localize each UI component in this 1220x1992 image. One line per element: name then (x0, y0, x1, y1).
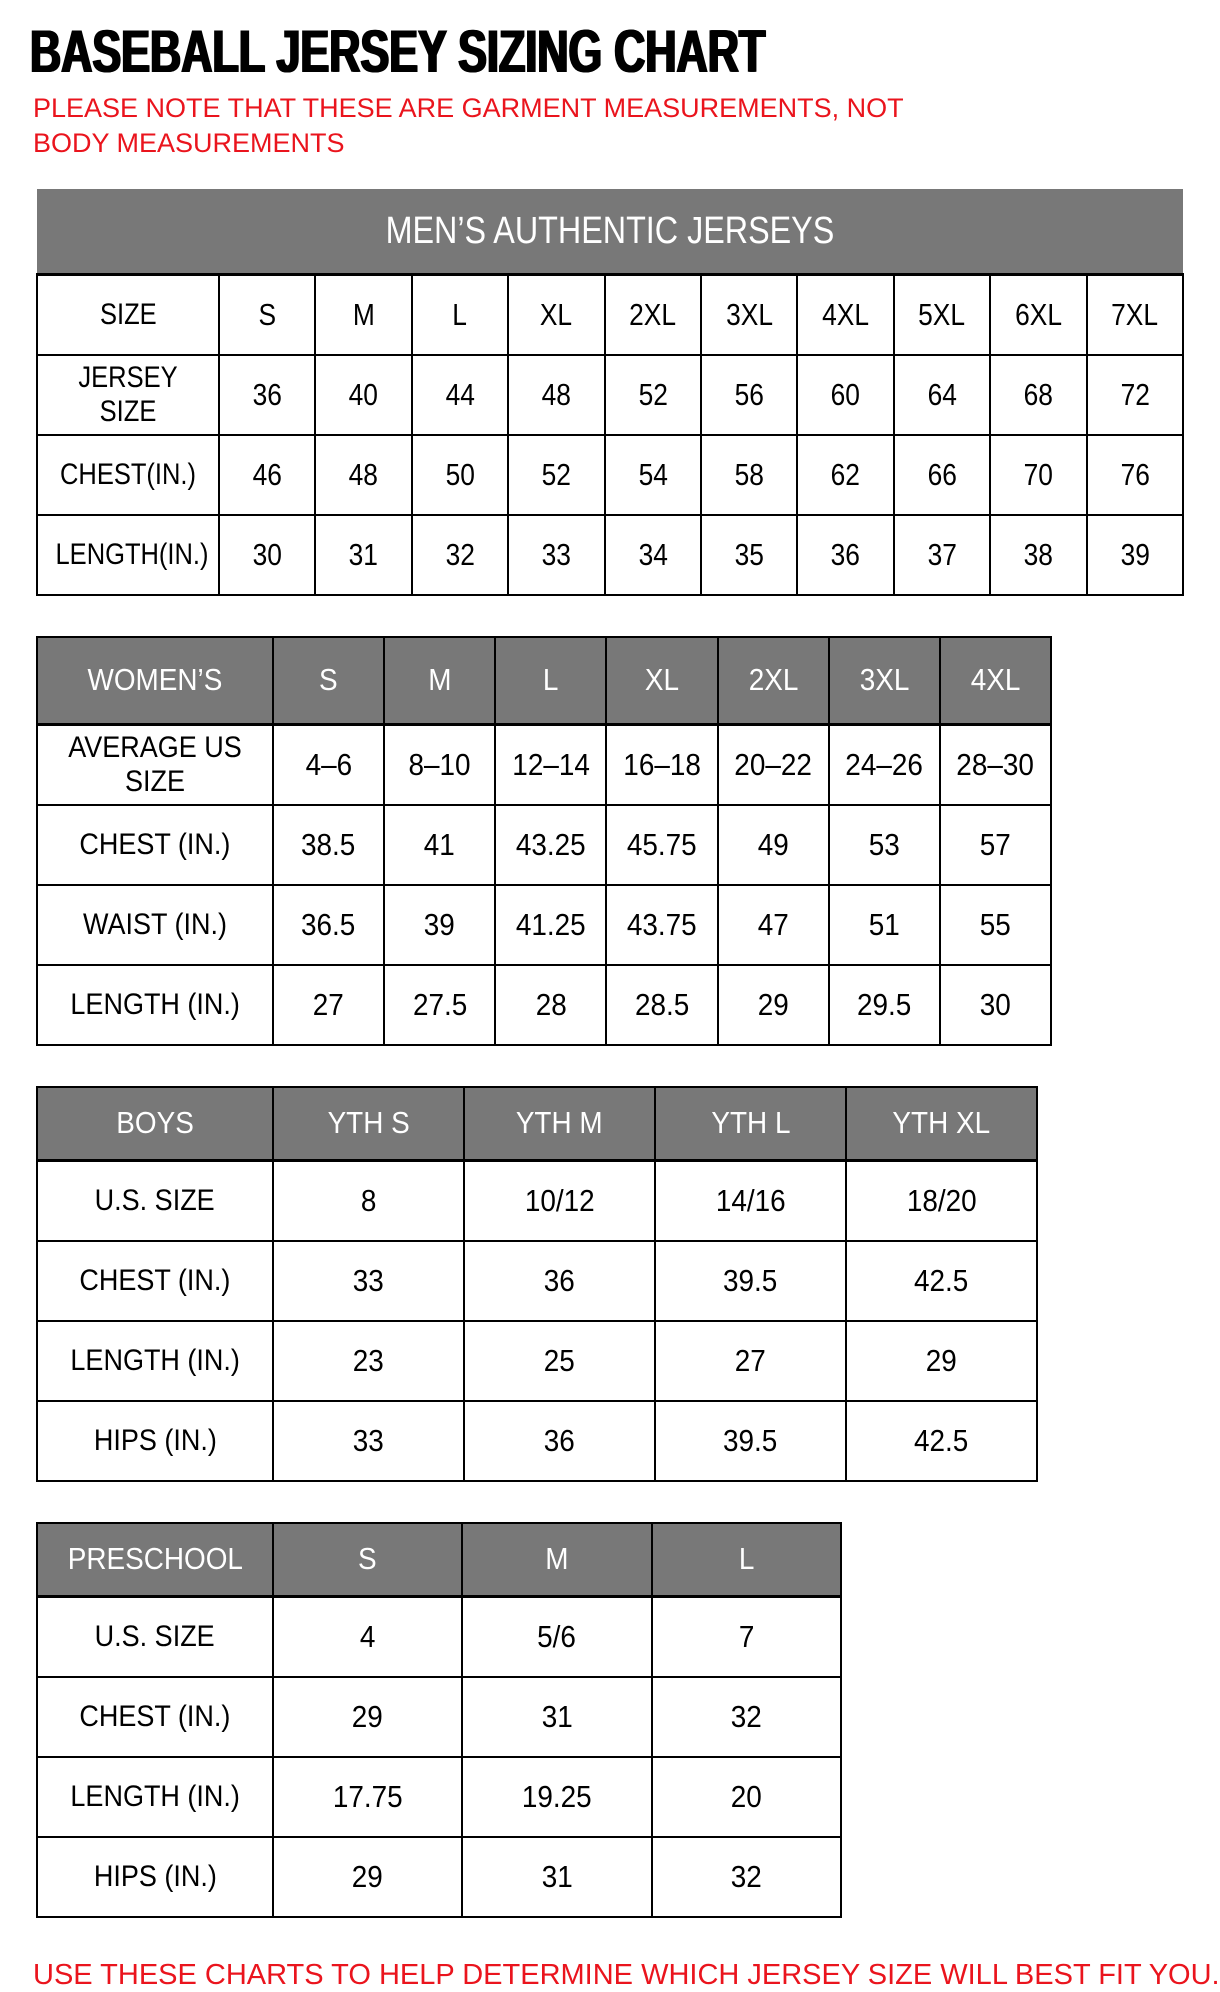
boys-row-label: CHEST (IN.) (37, 1241, 273, 1321)
womens-column-header: 3XL (829, 637, 940, 725)
womens-value-cell: 20–22 (718, 725, 829, 805)
womens-value-cell: 49 (718, 805, 829, 885)
boys-table-title: BOYS (37, 1087, 273, 1161)
preschool-value-cell: 31 (462, 1837, 651, 1917)
mens-value-cell: L (412, 275, 508, 355)
preschool-value-cell: 32 (652, 1677, 841, 1757)
preschool-value-cell: 29 (273, 1677, 462, 1757)
womens-value-cell: 29 (718, 965, 829, 1045)
preschool-value-cell: 31 (462, 1677, 651, 1757)
womens-value-cell: 45.75 (606, 805, 717, 885)
mens-value-cell: 76 (1087, 435, 1183, 515)
boys-value-cell: 33 (273, 1241, 464, 1321)
womens-value-cell: 41 (384, 805, 495, 885)
womens-value-cell: 51 (829, 885, 940, 965)
mens-value-cell: 60 (797, 355, 893, 435)
womens-value-cell: 24–26 (829, 725, 940, 805)
boys-row-label: HIPS (IN.) (37, 1401, 273, 1481)
mens-value-cell: 52 (508, 435, 604, 515)
preschool-column-header: M (462, 1523, 651, 1597)
mens-value-cell: 35 (701, 515, 797, 595)
mens-table-banner: MEN’S AUTHENTIC JERSEYS (37, 189, 1183, 275)
preschool-sizing-table (36, 1522, 842, 1918)
mens-value-cell: 66 (894, 435, 990, 515)
womens-value-cell: 16–18 (606, 725, 717, 805)
preschool-value-cell: 5/6 (462, 1597, 651, 1677)
womens-value-cell: 43.75 (606, 885, 717, 965)
page-title (30, 20, 1190, 83)
mens-value-cell: 48 (508, 355, 604, 435)
womens-value-cell: 47 (718, 885, 829, 965)
mens-value-cell: 56 (701, 355, 797, 435)
womens-value-cell: 43.25 (495, 805, 606, 885)
boys-value-cell: 42.5 (846, 1241, 1037, 1321)
mens-value-cell: 62 (797, 435, 893, 515)
womens-value-cell: 29.5 (829, 965, 940, 1045)
womens-value-cell: 30 (940, 965, 1051, 1045)
mens-value-cell: 36 (797, 515, 893, 595)
boys-row-label: LENGTH (IN.) (37, 1321, 273, 1401)
preschool-column-header: L (652, 1523, 841, 1597)
boys-column-header: YTH M (464, 1087, 655, 1161)
mens-value-cell: 7XL (1087, 275, 1183, 355)
mens-value-cell: 38 (990, 515, 1086, 595)
boys-value-cell: 25 (464, 1321, 655, 1401)
womens-row-label: CHEST (IN.) (37, 805, 273, 885)
mens-value-cell: 2XL (605, 275, 701, 355)
womens-column-header: 4XL (940, 637, 1051, 725)
boys-value-cell: 36 (464, 1401, 655, 1481)
womens-row-label: AVERAGE US SIZE (37, 725, 273, 805)
mens-value-cell: 37 (894, 515, 990, 595)
mens-value-cell: 54 (605, 435, 701, 515)
mens-row-label: SIZE (37, 275, 219, 355)
womens-value-cell: 55 (940, 885, 1051, 965)
preschool-column-header: S (273, 1523, 462, 1597)
mens-value-cell: 5XL (894, 275, 990, 355)
womens-value-cell: 36.5 (273, 885, 384, 965)
womens-row-label: WAIST (IN.) (37, 885, 273, 965)
garment-measurement-note: PLEASE NOTE THAT THESE ARE GARMENT MEASUREMENTS, NOT BODY MEASUREMENTS (33, 93, 904, 159)
boys-column-header: YTH XL (846, 1087, 1037, 1161)
preschool-value-cell: 4 (273, 1597, 462, 1677)
womens-table-title: WOMEN’S (37, 637, 273, 725)
boys-value-cell: 27 (655, 1321, 846, 1401)
womens-column-header: L (495, 637, 606, 725)
womens-value-cell: 39 (384, 885, 495, 965)
page-title-text: BASEBALL JERSEY SIZING CHART (30, 18, 766, 85)
mens-value-cell: 58 (701, 435, 797, 515)
mens-value-cell: 64 (894, 355, 990, 435)
womens-row-label: LENGTH (IN.) (37, 965, 273, 1045)
boys-value-cell: 29 (846, 1321, 1037, 1401)
mens-value-cell: XL (508, 275, 604, 355)
mens-value-cell: 48 (315, 435, 411, 515)
boys-value-cell: 33 (273, 1401, 464, 1481)
preschool-value-cell: 19.25 (462, 1757, 651, 1837)
womens-column-header: S (273, 637, 384, 725)
womens-value-cell: 27 (273, 965, 384, 1045)
boys-value-cell: 8 (273, 1161, 464, 1241)
mens-value-cell: 30 (219, 515, 315, 595)
boys-value-cell: 36 (464, 1241, 655, 1321)
boys-value-cell: 39.5 (655, 1401, 846, 1481)
womens-value-cell: 12–14 (495, 725, 606, 805)
womens-value-cell: 4–6 (273, 725, 384, 805)
preschool-value-cell: 29 (273, 1837, 462, 1917)
boys-column-header: YTH S (273, 1087, 464, 1161)
mens-value-cell: M (315, 275, 411, 355)
preschool-row-label: U.S. SIZE (37, 1597, 273, 1677)
mens-value-cell: 46 (219, 435, 315, 515)
womens-value-cell: 41.25 (495, 885, 606, 965)
preschool-row-label: HIPS (IN.) (37, 1837, 273, 1917)
mens-value-cell: 39 (1087, 515, 1183, 595)
mens-value-cell: S (219, 275, 315, 355)
womens-value-cell: 28.5 (606, 965, 717, 1045)
mens-value-cell: 33 (508, 515, 604, 595)
boys-value-cell: 42.5 (846, 1401, 1037, 1481)
preschool-value-cell: 20 (652, 1757, 841, 1837)
womens-value-cell: 53 (829, 805, 940, 885)
womens-value-cell: 38.5 (273, 805, 384, 885)
womens-sizing-table (36, 636, 1052, 1046)
mens-row-label: LENGTH(IN.) (37, 515, 219, 595)
boys-value-cell: 14/16 (655, 1161, 846, 1241)
mens-sizing-table (36, 189, 1184, 596)
mens-row-label: CHEST(IN.) (37, 435, 219, 515)
womens-column-header: 2XL (718, 637, 829, 725)
preschool-table-title: PRESCHOOL (37, 1523, 273, 1597)
womens-value-cell: 27.5 (384, 965, 495, 1045)
preschool-value-cell: 7 (652, 1597, 841, 1677)
preschool-row-label: CHEST (IN.) (37, 1677, 273, 1757)
womens-value-cell: 57 (940, 805, 1051, 885)
boys-value-cell: 10/12 (464, 1161, 655, 1241)
mens-value-cell: 40 (315, 355, 411, 435)
boys-sizing-table (36, 1086, 1038, 1482)
boys-value-cell: 18/20 (846, 1161, 1037, 1241)
mens-value-cell: 32 (412, 515, 508, 595)
womens-column-header: XL (606, 637, 717, 725)
sizing-tables-container (36, 189, 1190, 1918)
mens-value-cell: 4XL (797, 275, 893, 355)
mens-value-cell: 36 (219, 355, 315, 435)
mens-value-cell: 44 (412, 355, 508, 435)
womens-value-cell: 28 (495, 965, 606, 1045)
mens-value-cell: 70 (990, 435, 1086, 515)
mens-value-cell: 52 (605, 355, 701, 435)
mens-value-cell: 34 (605, 515, 701, 595)
boys-column-header: YTH L (655, 1087, 846, 1161)
mens-value-cell: 72 (1087, 355, 1183, 435)
preschool-value-cell: 17.75 (273, 1757, 462, 1837)
womens-column-header: M (384, 637, 495, 725)
preschool-row-label: LENGTH (IN.) (37, 1757, 273, 1837)
womens-value-cell: 28–30 (940, 725, 1051, 805)
mens-value-cell: 31 (315, 515, 411, 595)
preschool-value-cell: 32 (652, 1837, 841, 1917)
footer-note: USE THESE CHARTS TO HELP DETERMINE WHICH JERSEY SIZE WILL BEST FIT YOU. (33, 1958, 1220, 1991)
womens-value-cell: 8–10 (384, 725, 495, 805)
mens-row-label: JERSEY SIZE (37, 355, 219, 435)
mens-value-cell: 68 (990, 355, 1086, 435)
mens-value-cell: 50 (412, 435, 508, 515)
boys-value-cell: 23 (273, 1321, 464, 1401)
boys-value-cell: 39.5 (655, 1241, 846, 1321)
mens-value-cell: 3XL (701, 275, 797, 355)
boys-row-label: U.S. SIZE (37, 1161, 273, 1241)
mens-value-cell: 6XL (990, 275, 1086, 355)
